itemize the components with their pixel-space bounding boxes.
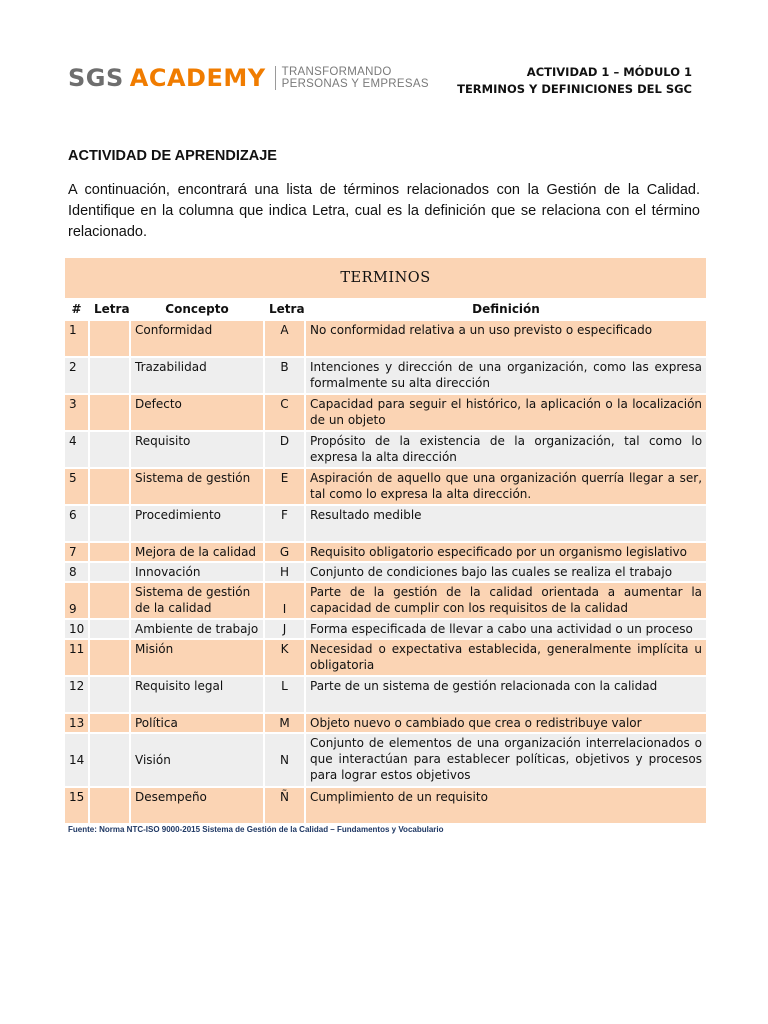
definition-letter: K xyxy=(264,639,305,676)
definition-letter: A xyxy=(264,320,305,357)
row-number: 14 xyxy=(64,733,89,787)
table-row xyxy=(64,394,707,431)
logo-academy-text: ACADEMY xyxy=(129,64,266,92)
page-header xyxy=(68,62,700,102)
row-number: 11 xyxy=(64,639,89,676)
concept-cell: Conformidad xyxy=(130,320,264,357)
concept-cell: Desempeño xyxy=(130,787,264,824)
row-number: 2 xyxy=(64,357,89,394)
definition-cell: Objeto nuevo o cambiado que crea o redistribuye valor xyxy=(305,713,707,733)
activity-subtitle: TERMINOS Y DEFINICIONES DEL SGC xyxy=(457,82,692,96)
section-title: ACTIVIDAD DE APRENDIZAJE xyxy=(68,148,277,164)
row-number: 3 xyxy=(64,394,89,431)
answer-letter-input[interactable] xyxy=(89,357,130,394)
answer-letter-input[interactable] xyxy=(89,639,130,676)
answer-letter-input[interactable] xyxy=(89,394,130,431)
tagline-line-2: PERSONAS Y EMPRESAS xyxy=(281,78,429,90)
answer-letter-input[interactable] xyxy=(89,787,130,824)
table-row xyxy=(64,431,707,468)
header-definicion: Definición xyxy=(305,299,707,320)
concept-cell: Visión xyxy=(130,733,264,787)
definition-cell: No conformidad relativa a un uso previsto o especificado xyxy=(305,320,707,357)
answer-letter-input[interactable] xyxy=(89,713,130,733)
answer-letter-input[interactable] xyxy=(89,582,130,619)
intro-paragraph: A continuación, encontrará una lista de términos relacionados con la Gestión de la Calidad. Identifique en la columna que indica Letra, cual es la definición que se relaciona con el término relacionado. xyxy=(68,182,700,240)
table-row xyxy=(64,542,707,562)
concept-cell: Procedimiento xyxy=(130,505,264,542)
definition-letter: L xyxy=(264,676,305,713)
answer-letter-input[interactable] xyxy=(89,431,130,468)
definition-cell: Requisito obligatorio especificado por un organismo legislativo xyxy=(305,542,707,562)
definition-letter: E xyxy=(264,468,305,505)
table-row xyxy=(64,733,707,787)
document-title xyxy=(457,64,692,98)
concept-cell: Mejora de la calidad xyxy=(130,542,264,562)
row-number: 6 xyxy=(64,505,89,542)
definition-letter: B xyxy=(264,357,305,394)
logo-sgs-text: SGS xyxy=(68,64,124,92)
table-caption: TERMINOS xyxy=(64,257,707,299)
row-number: 7 xyxy=(64,542,89,562)
definition-letter: C xyxy=(264,394,305,431)
definition-letter: D xyxy=(264,431,305,468)
logo-tagline xyxy=(282,66,429,90)
table-row xyxy=(64,582,707,619)
table-row xyxy=(64,713,707,733)
concept-cell: Política xyxy=(130,713,264,733)
definition-cell: Parte de un sistema de gestión relacionada con la calidad xyxy=(305,676,707,713)
concept-cell: Requisito xyxy=(130,431,264,468)
definition-letter: Ñ xyxy=(264,787,305,824)
row-number: 9 xyxy=(64,582,89,619)
table-row xyxy=(64,468,707,505)
answer-letter-input[interactable] xyxy=(89,505,130,542)
definition-cell: Cumplimiento de un requisito xyxy=(305,787,707,824)
header-letra-2: Letra xyxy=(264,299,305,320)
concept-cell: Sistema de gestión xyxy=(130,468,264,505)
row-number: 8 xyxy=(64,562,89,582)
terms-table xyxy=(63,256,708,825)
row-number: 1 xyxy=(64,320,89,357)
answer-letter-input[interactable] xyxy=(89,676,130,713)
table-row xyxy=(64,619,707,639)
header-concepto: Concepto xyxy=(130,299,264,320)
activity-label: ACTIVIDAD 1 – MÓDULO 1 xyxy=(526,65,692,79)
row-number: 4 xyxy=(64,431,89,468)
definition-cell: Necesidad o expectativa establecida, generalmente implícita u obligatoria xyxy=(305,639,707,676)
table-row xyxy=(64,787,707,824)
table-row xyxy=(64,505,707,542)
definition-letter: F xyxy=(264,505,305,542)
concept-cell: Sistema de gestión de la calidad xyxy=(130,582,264,619)
definition-letter: J xyxy=(264,619,305,639)
definition-cell: Forma especificada de llevar a cabo una actividad o un proceso xyxy=(305,619,707,639)
concept-cell: Requisito legal xyxy=(130,676,264,713)
header-letra: Letra xyxy=(89,299,130,320)
answer-letter-input[interactable] xyxy=(89,619,130,639)
row-number: 12 xyxy=(64,676,89,713)
answer-letter-input[interactable] xyxy=(89,320,130,357)
table-row xyxy=(64,676,707,713)
answer-letter-input[interactable] xyxy=(89,468,130,505)
concept-cell: Trazabilidad xyxy=(130,357,264,394)
table-row xyxy=(64,357,707,394)
definition-cell: Conjunto de elementos de una organización interrelacionados o que interactúan para establecer políticas, objetivos y procesos para lograr estos objetivos xyxy=(305,733,707,787)
definition-letter: N xyxy=(264,733,305,787)
concept-cell: Misión xyxy=(130,639,264,676)
definition-cell: Aspiración de aquello que una organización querría llegar a ser, tal como lo expresa la alta dirección. xyxy=(305,468,707,505)
header-num: # xyxy=(64,299,89,320)
definition-letter: M xyxy=(264,713,305,733)
definition-cell: Intenciones y dirección de una organización, como las expresa formalmente su alta dirección xyxy=(305,357,707,394)
table-row xyxy=(64,320,707,357)
sgs-academy-logo xyxy=(68,64,429,92)
row-number: 10 xyxy=(64,619,89,639)
definition-letter: H xyxy=(264,562,305,582)
row-number: 15 xyxy=(64,787,89,824)
answer-letter-input[interactable] xyxy=(89,733,130,787)
definition-letter: I xyxy=(264,582,305,619)
definition-cell: Parte de la gestión de la calidad orientada a aumentar la capacidad de cumplir con los requisitos de la calidad xyxy=(305,582,707,619)
definition-cell: Resultado medible xyxy=(305,505,707,542)
definition-cell: Capacidad para seguir el histórico, la aplicación o la localización de un objeto xyxy=(305,394,707,431)
row-number: 13 xyxy=(64,713,89,733)
concept-cell: Defecto xyxy=(130,394,264,431)
definition-cell: Propósito de la existencia de la organización, tal como lo expresa la alta dirección xyxy=(305,431,707,468)
definition-cell: Conjunto de condiciones bajo las cuales se realiza el trabajo xyxy=(305,562,707,582)
concept-cell: Ambiente de trabajo xyxy=(130,619,264,639)
table-row xyxy=(64,562,707,582)
logo-divider xyxy=(275,66,276,90)
table-row xyxy=(64,639,707,676)
definition-letter: G xyxy=(264,542,305,562)
row-number: 5 xyxy=(64,468,89,505)
concept-cell: Innovación xyxy=(130,562,264,582)
source-note: Fuente: Norma NTC-ISO 9000-2015 Sistema de Gestión de la Calidad – Fundamentos y Vocabulario xyxy=(68,825,444,834)
tagline-line-1: TRANSFORMANDO xyxy=(281,66,392,78)
answer-letter-input[interactable] xyxy=(89,542,130,562)
answer-letter-input[interactable] xyxy=(89,562,130,582)
